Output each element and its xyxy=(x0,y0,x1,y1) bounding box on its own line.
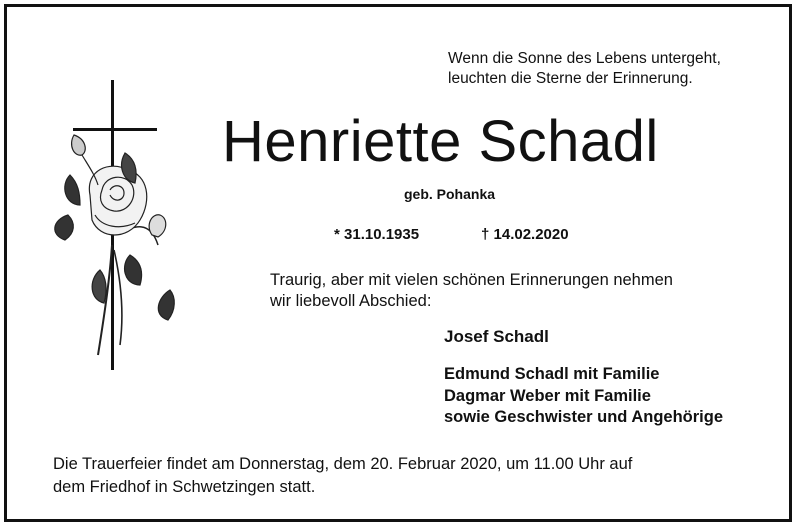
mourner-list xyxy=(444,364,723,429)
quote-line-1: Wenn die Sonne des Lebens untergeht, xyxy=(448,50,721,67)
primary-mourner: Josef Schadl xyxy=(444,327,549,346)
deceased-name: Henriette Schadl xyxy=(222,109,659,174)
funeral-service-notice xyxy=(53,453,773,499)
mourner-item: sowie Geschwister und Angehörige xyxy=(444,408,724,426)
mourner-item: Dagmar Weber mit Familie xyxy=(444,386,651,405)
service-line-2: dem Friedhof in Schwetzingen statt. xyxy=(53,478,316,496)
intro-line-2: wir liebevoll Abschied: xyxy=(270,292,432,310)
rose-icon xyxy=(55,135,174,355)
birth-date: * 31.10.1935 xyxy=(334,226,420,243)
service-line-1: Die Trauerfeier findet am Donnerstag, dem 20. Februar 2020, um 11.00 Uhr auf xyxy=(53,455,633,473)
intro-line-1: Traurig, aber mit vielen schönen Erinnerungen nehmen xyxy=(270,271,673,289)
farewell-intro xyxy=(270,270,760,312)
mourner-item: Edmund Schadl mit Familie xyxy=(444,365,660,383)
cross-and-rose-illustration xyxy=(40,75,190,375)
maiden-name: geb. Pohanka xyxy=(404,186,496,202)
death-date: † 14.02.2020 xyxy=(481,226,569,243)
memorial-quote xyxy=(448,49,768,89)
quote-line-2: leuchten die Sterne der Erinnerung. xyxy=(448,70,693,87)
